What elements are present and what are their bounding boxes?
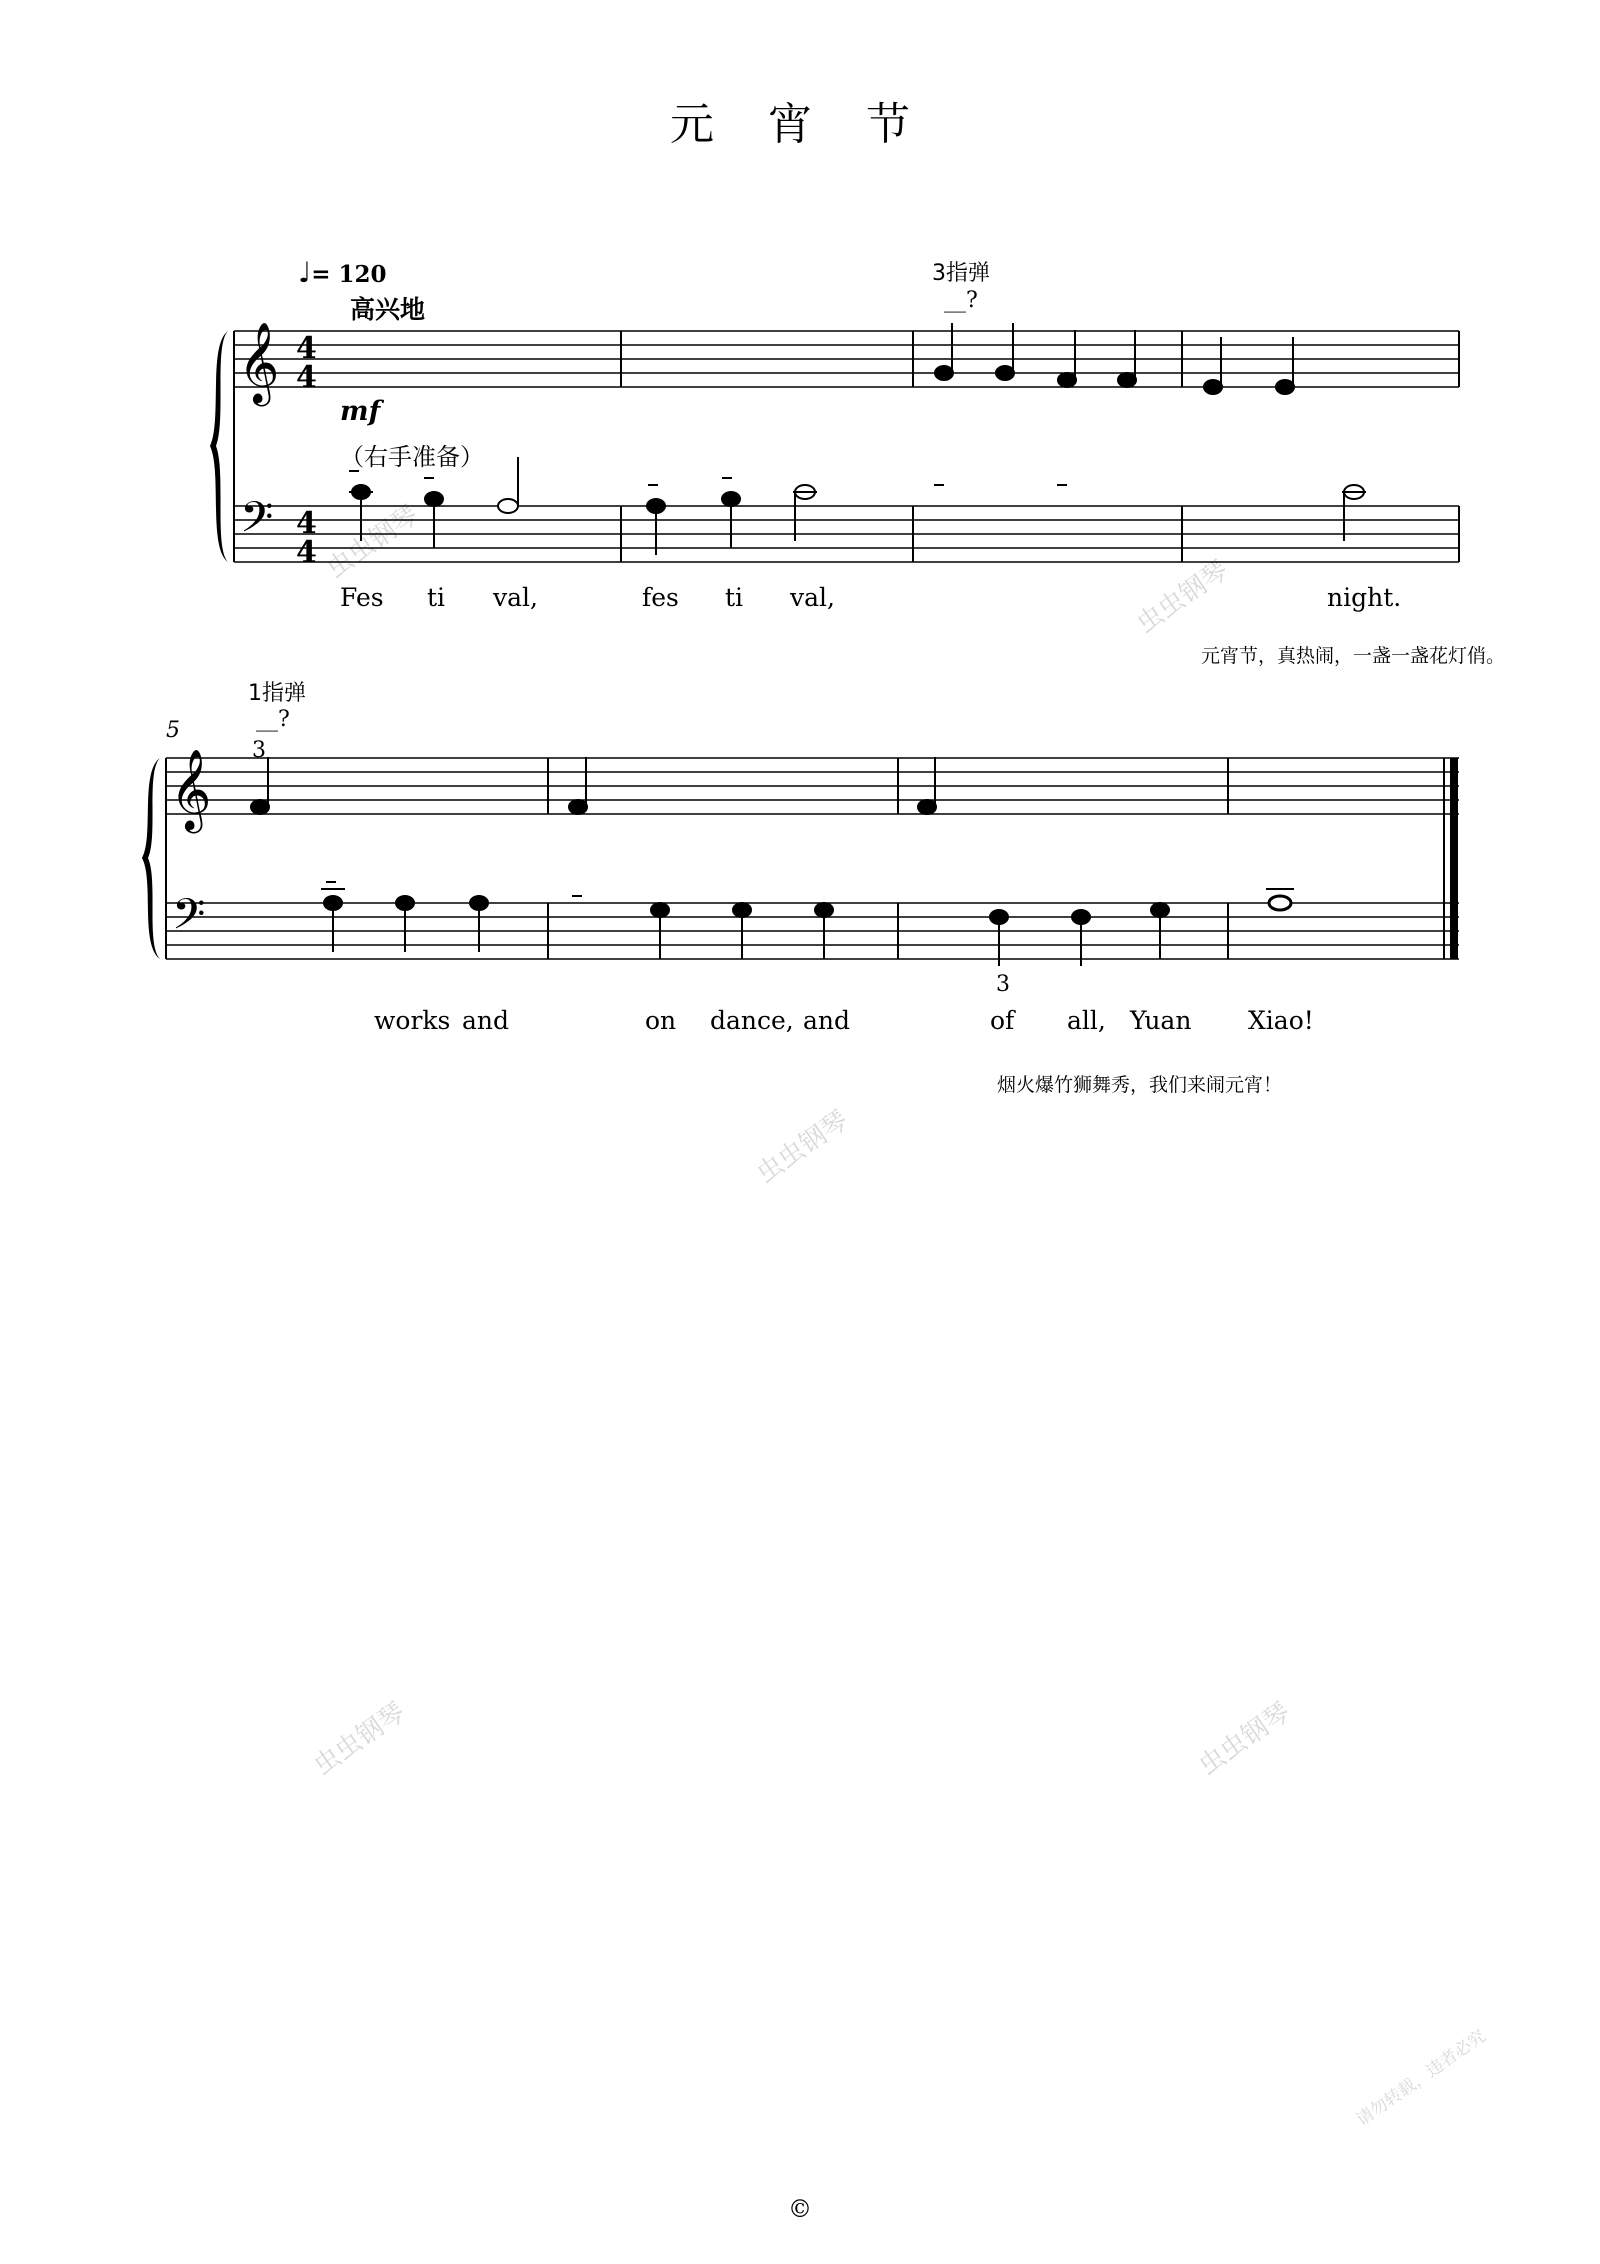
fingering-text: 3指弹 bbox=[932, 261, 990, 286]
lyric-syllable: fes bbox=[642, 583, 679, 612]
lyric-syllable: ti bbox=[725, 583, 744, 612]
bass-clef-icon: 𝄢 bbox=[172, 890, 206, 950]
watermark: 虫虫钢琴 bbox=[751, 1105, 854, 1190]
lyric-syllable: all, bbox=[1067, 1006, 1106, 1035]
copyright-mark: © bbox=[788, 2195, 812, 2223]
tenuto-marks-2 bbox=[326, 882, 582, 896]
tempo-marking bbox=[298, 256, 387, 289]
bass-staff-1 bbox=[234, 506, 1459, 562]
lyric-syllable: Xiao! bbox=[1248, 1006, 1314, 1035]
lyric-syllable: ti bbox=[427, 583, 446, 612]
lyric-syllable: works bbox=[374, 1006, 451, 1035]
time-sig-top: 4 bbox=[296, 331, 317, 366]
treble-staff-2 bbox=[166, 758, 1459, 814]
lyric-syllable: dance, bbox=[710, 1006, 794, 1035]
final-barline bbox=[1450, 758, 1458, 959]
time-sig-top: 4 bbox=[296, 506, 317, 541]
finger-number: 3 bbox=[252, 738, 266, 763]
brace-1 bbox=[210, 331, 228, 562]
treble-clef-icon: 𝄞 bbox=[170, 748, 212, 830]
lyric-syllable: and bbox=[462, 1006, 510, 1035]
barlines-2 bbox=[166, 758, 1444, 959]
watermark: 虫虫钢琴 bbox=[1193, 1697, 1296, 1782]
lyric-syllable: val, bbox=[493, 583, 538, 612]
expression-text: 高兴地 bbox=[350, 295, 426, 324]
treble-staff-1 bbox=[234, 331, 1459, 387]
bass-notes-2 bbox=[321, 889, 1294, 966]
lyric-syllable: on bbox=[645, 1006, 677, 1035]
bass-staff-2 bbox=[166, 903, 1459, 959]
system-2 bbox=[142, 748, 1459, 966]
time-sig-bottom: 4 bbox=[296, 360, 317, 395]
dynamic-marking: mf bbox=[340, 396, 381, 427]
tempo-bpm: = 120 bbox=[311, 261, 387, 288]
watermark: 虫虫钢琴 bbox=[321, 500, 424, 585]
lyric-syllable: and bbox=[803, 1006, 851, 1035]
watermark: 虫虫钢琴 bbox=[1131, 555, 1234, 640]
bass-clef-icon: 𝄢 bbox=[240, 493, 274, 553]
lyric-syllable: Yuan bbox=[1130, 1006, 1192, 1035]
tenuto-marks-1 bbox=[349, 471, 1067, 485]
fingering-text: 1指弹 bbox=[248, 681, 306, 706]
lyric-syllable: of bbox=[990, 1006, 1015, 1035]
left-hand-annotation: （右手准备） bbox=[340, 443, 484, 471]
quarter-note-icon: ♩ bbox=[298, 256, 312, 289]
chinese-lyric: 烟火爆竹狮舞秀，我们来闹元宵！ bbox=[997, 1074, 1283, 1096]
fingering-mark: __? bbox=[944, 288, 978, 313]
finger-number: 3 bbox=[996, 972, 1010, 997]
treble-clef-icon: 𝄞 bbox=[238, 321, 280, 403]
lyric-syllable: night. bbox=[1327, 583, 1402, 612]
measure-number: 5 bbox=[166, 718, 180, 743]
chinese-lyric: 元宵节，真热闹，一盏一盏花灯俏。 bbox=[1201, 645, 1506, 667]
lyric-syllable: val, bbox=[790, 583, 835, 612]
lyric-syllable: Fes bbox=[340, 583, 384, 612]
brace-2 bbox=[142, 758, 160, 959]
page-title: 元 宵 节 bbox=[670, 99, 930, 150]
time-sig-bottom: 4 bbox=[296, 535, 317, 570]
watermark-notice: 请勿转载，违者必究 bbox=[1352, 2026, 1490, 2131]
watermark: 虫虫钢琴 bbox=[308, 1697, 411, 1782]
fingering-mark: __? bbox=[256, 707, 290, 732]
